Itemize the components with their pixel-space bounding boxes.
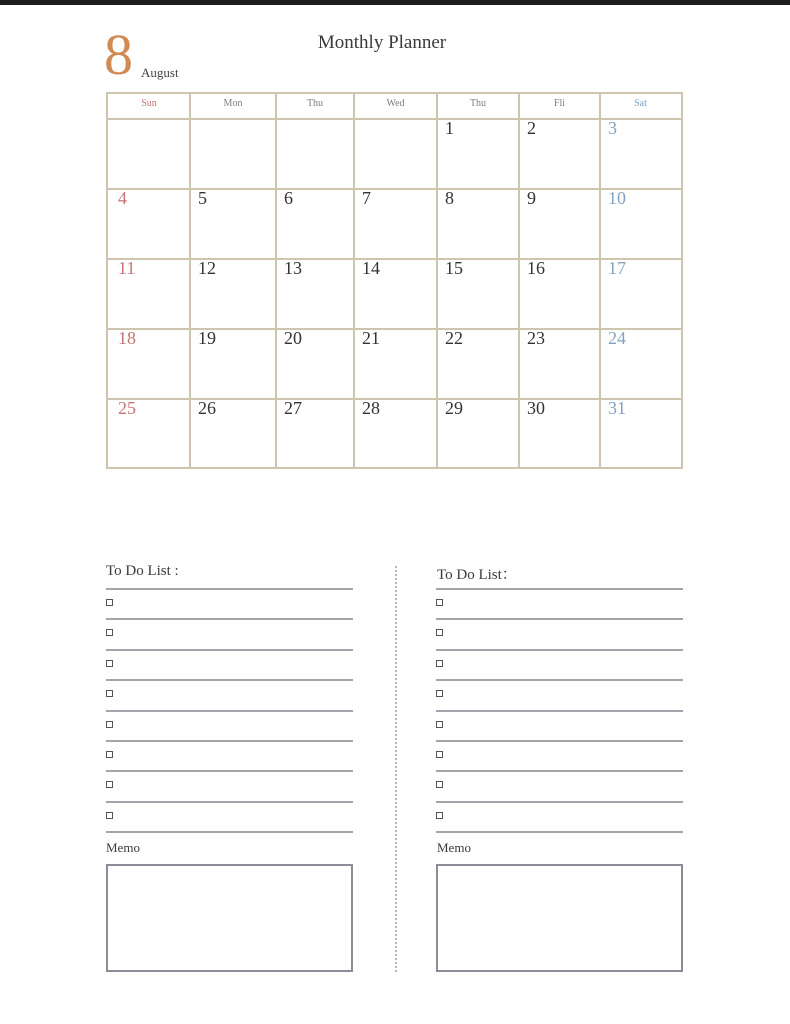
- todo-rule-line: [106, 679, 353, 681]
- calendar-day-cell[interactable]: [190, 329, 276, 399]
- calendar-day-number: 22: [445, 328, 463, 348]
- calendar-day-number: 11: [118, 258, 136, 278]
- weekday-header: Thu: [469, 98, 487, 109]
- calendar-day-cell[interactable]: [276, 399, 354, 469]
- memo-left-label: Memo: [106, 840, 140, 855]
- calendar-day-cell[interactable]: [600, 189, 681, 259]
- calendar-day-number: 3: [608, 118, 617, 138]
- memo-left-box[interactable]: [106, 864, 353, 972]
- calendar-day-number: 26: [198, 398, 216, 418]
- weekday-header: Mon: [223, 98, 243, 109]
- calendar-day-number: 7: [362, 188, 371, 208]
- todo-checkbox[interactable]: [436, 721, 443, 728]
- calendar-day-cell[interactable]: [600, 399, 681, 469]
- weekday-header: Thu: [306, 98, 324, 109]
- calendar-day-cell[interactable]: [190, 399, 276, 469]
- calendar-day-cell[interactable]: [600, 329, 681, 399]
- memo-right-box[interactable]: [436, 864, 683, 972]
- calendar-day-number: 15: [445, 258, 463, 278]
- todo-checkbox[interactable]: [106, 751, 113, 758]
- todo-rule-line: [436, 649, 683, 651]
- todo-list-right-title: To Do List：: [437, 567, 517, 583]
- calendar-day-cell[interactable]: [276, 189, 354, 259]
- calendar-day-number: 13: [284, 258, 302, 278]
- todo-checkbox[interactable]: [106, 599, 113, 606]
- todo-checkbox[interactable]: [106, 690, 113, 697]
- todo-rule-line: [106, 618, 353, 620]
- todo-checkbox[interactable]: [106, 629, 113, 636]
- calendar-day-number: 6: [284, 188, 293, 208]
- calendar-day-number: 25: [118, 398, 136, 418]
- calendar-day-number: 20: [284, 328, 302, 348]
- memo-right-label: Memo: [437, 840, 471, 855]
- calendar-day-number: 31: [608, 398, 626, 418]
- calendar-day-cell[interactable]: [354, 259, 437, 329]
- todo-rule-line: [106, 801, 353, 803]
- calendar-day-number: 23: [527, 328, 545, 348]
- todo-checkbox[interactable]: [436, 629, 443, 636]
- calendar-day-cell[interactable]: [108, 399, 190, 469]
- month-number: 8: [104, 22, 133, 87]
- calendar-day-number: 12: [198, 258, 216, 278]
- todo-rule-line: [436, 710, 683, 712]
- calendar-grid: [106, 92, 683, 469]
- page-title: Monthly Planner: [317, 32, 447, 53]
- weekday-header: Sat: [634, 98, 647, 109]
- todo-checkbox[interactable]: [106, 781, 113, 788]
- top-bar: [0, 0, 790, 5]
- calendar-day-cell[interactable]: [437, 399, 519, 469]
- calendar-day-cell[interactable]: [190, 259, 276, 329]
- calendar-day-cell[interactable]: [600, 259, 681, 329]
- calendar-day-cell[interactable]: [437, 189, 519, 259]
- todo-rule-line: [436, 770, 683, 772]
- calendar-day-cell[interactable]: [519, 119, 600, 189]
- calendar-day-cell[interactable]: [108, 189, 190, 259]
- weekday-header: Wed: [386, 98, 405, 109]
- calendar-day-number: 1: [445, 118, 454, 138]
- calendar-day-number: 24: [608, 328, 626, 348]
- calendar-day-number: 21: [362, 328, 380, 348]
- calendar-day-number: 10: [608, 188, 626, 208]
- todo-rule-line: [106, 588, 353, 590]
- todo-checkbox[interactable]: [106, 721, 113, 728]
- calendar-day-cell[interactable]: [354, 329, 437, 399]
- calendar-day-cell[interactable]: [190, 189, 276, 259]
- calendar-day-cell[interactable]: [519, 399, 600, 469]
- calendar-day-cell[interactable]: [519, 189, 600, 259]
- calendar-day-cell[interactable]: [354, 399, 437, 469]
- calendar-day-number: 18: [118, 328, 136, 348]
- todo-checkbox[interactable]: [106, 812, 113, 819]
- todo-rule-line: [436, 618, 683, 620]
- calendar-day-cell[interactable]: [600, 119, 681, 189]
- calendar-day-cell[interactable]: [108, 259, 190, 329]
- calendar-day-cell[interactable]: [437, 259, 519, 329]
- calendar-day-number: 2: [527, 118, 536, 138]
- calendar-day-cell[interactable]: [108, 119, 190, 189]
- todo-checkbox[interactable]: [436, 781, 443, 788]
- calendar-day-number: 4: [118, 188, 127, 208]
- todo-rule-line: [436, 679, 683, 681]
- todo-checkbox[interactable]: [106, 660, 113, 667]
- weekday-header: Fli: [553, 98, 566, 109]
- calendar-day-number: 28: [362, 398, 380, 418]
- calendar-day-number: 27: [284, 398, 302, 418]
- todo-checkbox[interactable]: [436, 690, 443, 697]
- todo-rule-line: [106, 831, 353, 833]
- calendar-day-number: 16: [527, 258, 545, 278]
- calendar-day-cell[interactable]: [108, 329, 190, 399]
- weekday-header: Sun: [141, 98, 157, 109]
- todo-list-left-title: To Do List :: [106, 563, 179, 579]
- calendar-day-cell[interactable]: [276, 329, 354, 399]
- calendar-day-cell[interactable]: [276, 259, 354, 329]
- calendar-day-cell[interactable]: [354, 119, 437, 189]
- todo-rule-line: [106, 770, 353, 772]
- calendar-day-cell[interactable]: [519, 259, 600, 329]
- calendar-day-cell[interactable]: [190, 119, 276, 189]
- todo-checkbox[interactable]: [436, 812, 443, 819]
- todo-checkbox[interactable]: [436, 660, 443, 667]
- calendar-day-number: 5: [198, 188, 207, 208]
- todo-rule-line: [436, 740, 683, 742]
- todo-checkbox[interactable]: [436, 751, 443, 758]
- calendar-day-number: 14: [362, 258, 380, 278]
- calendar-day-cell[interactable]: [437, 119, 519, 189]
- calendar-day-number: 30: [527, 398, 545, 418]
- todo-rule-line: [436, 588, 683, 590]
- calendar-day-cell[interactable]: [437, 329, 519, 399]
- calendar-day-cell[interactable]: [519, 329, 600, 399]
- month-name: August: [141, 65, 179, 80]
- todo-rule-line: [106, 740, 353, 742]
- calendar-day-number: 9: [527, 188, 536, 208]
- calendar-day-cell[interactable]: [276, 119, 354, 189]
- calendar-day-cell[interactable]: [354, 189, 437, 259]
- todo-rule-line: [106, 710, 353, 712]
- todo-checkbox[interactable]: [436, 599, 443, 606]
- calendar-day-number: 19: [198, 328, 216, 348]
- todo-rule-line: [436, 801, 683, 803]
- center-divider: [395, 566, 397, 972]
- calendar-day-number: 17: [608, 258, 626, 278]
- todo-rule-line: [436, 831, 683, 833]
- calendar-day-number: 8: [445, 188, 454, 208]
- todo-rule-line: [106, 649, 353, 651]
- calendar-day-number: 29: [445, 398, 463, 418]
